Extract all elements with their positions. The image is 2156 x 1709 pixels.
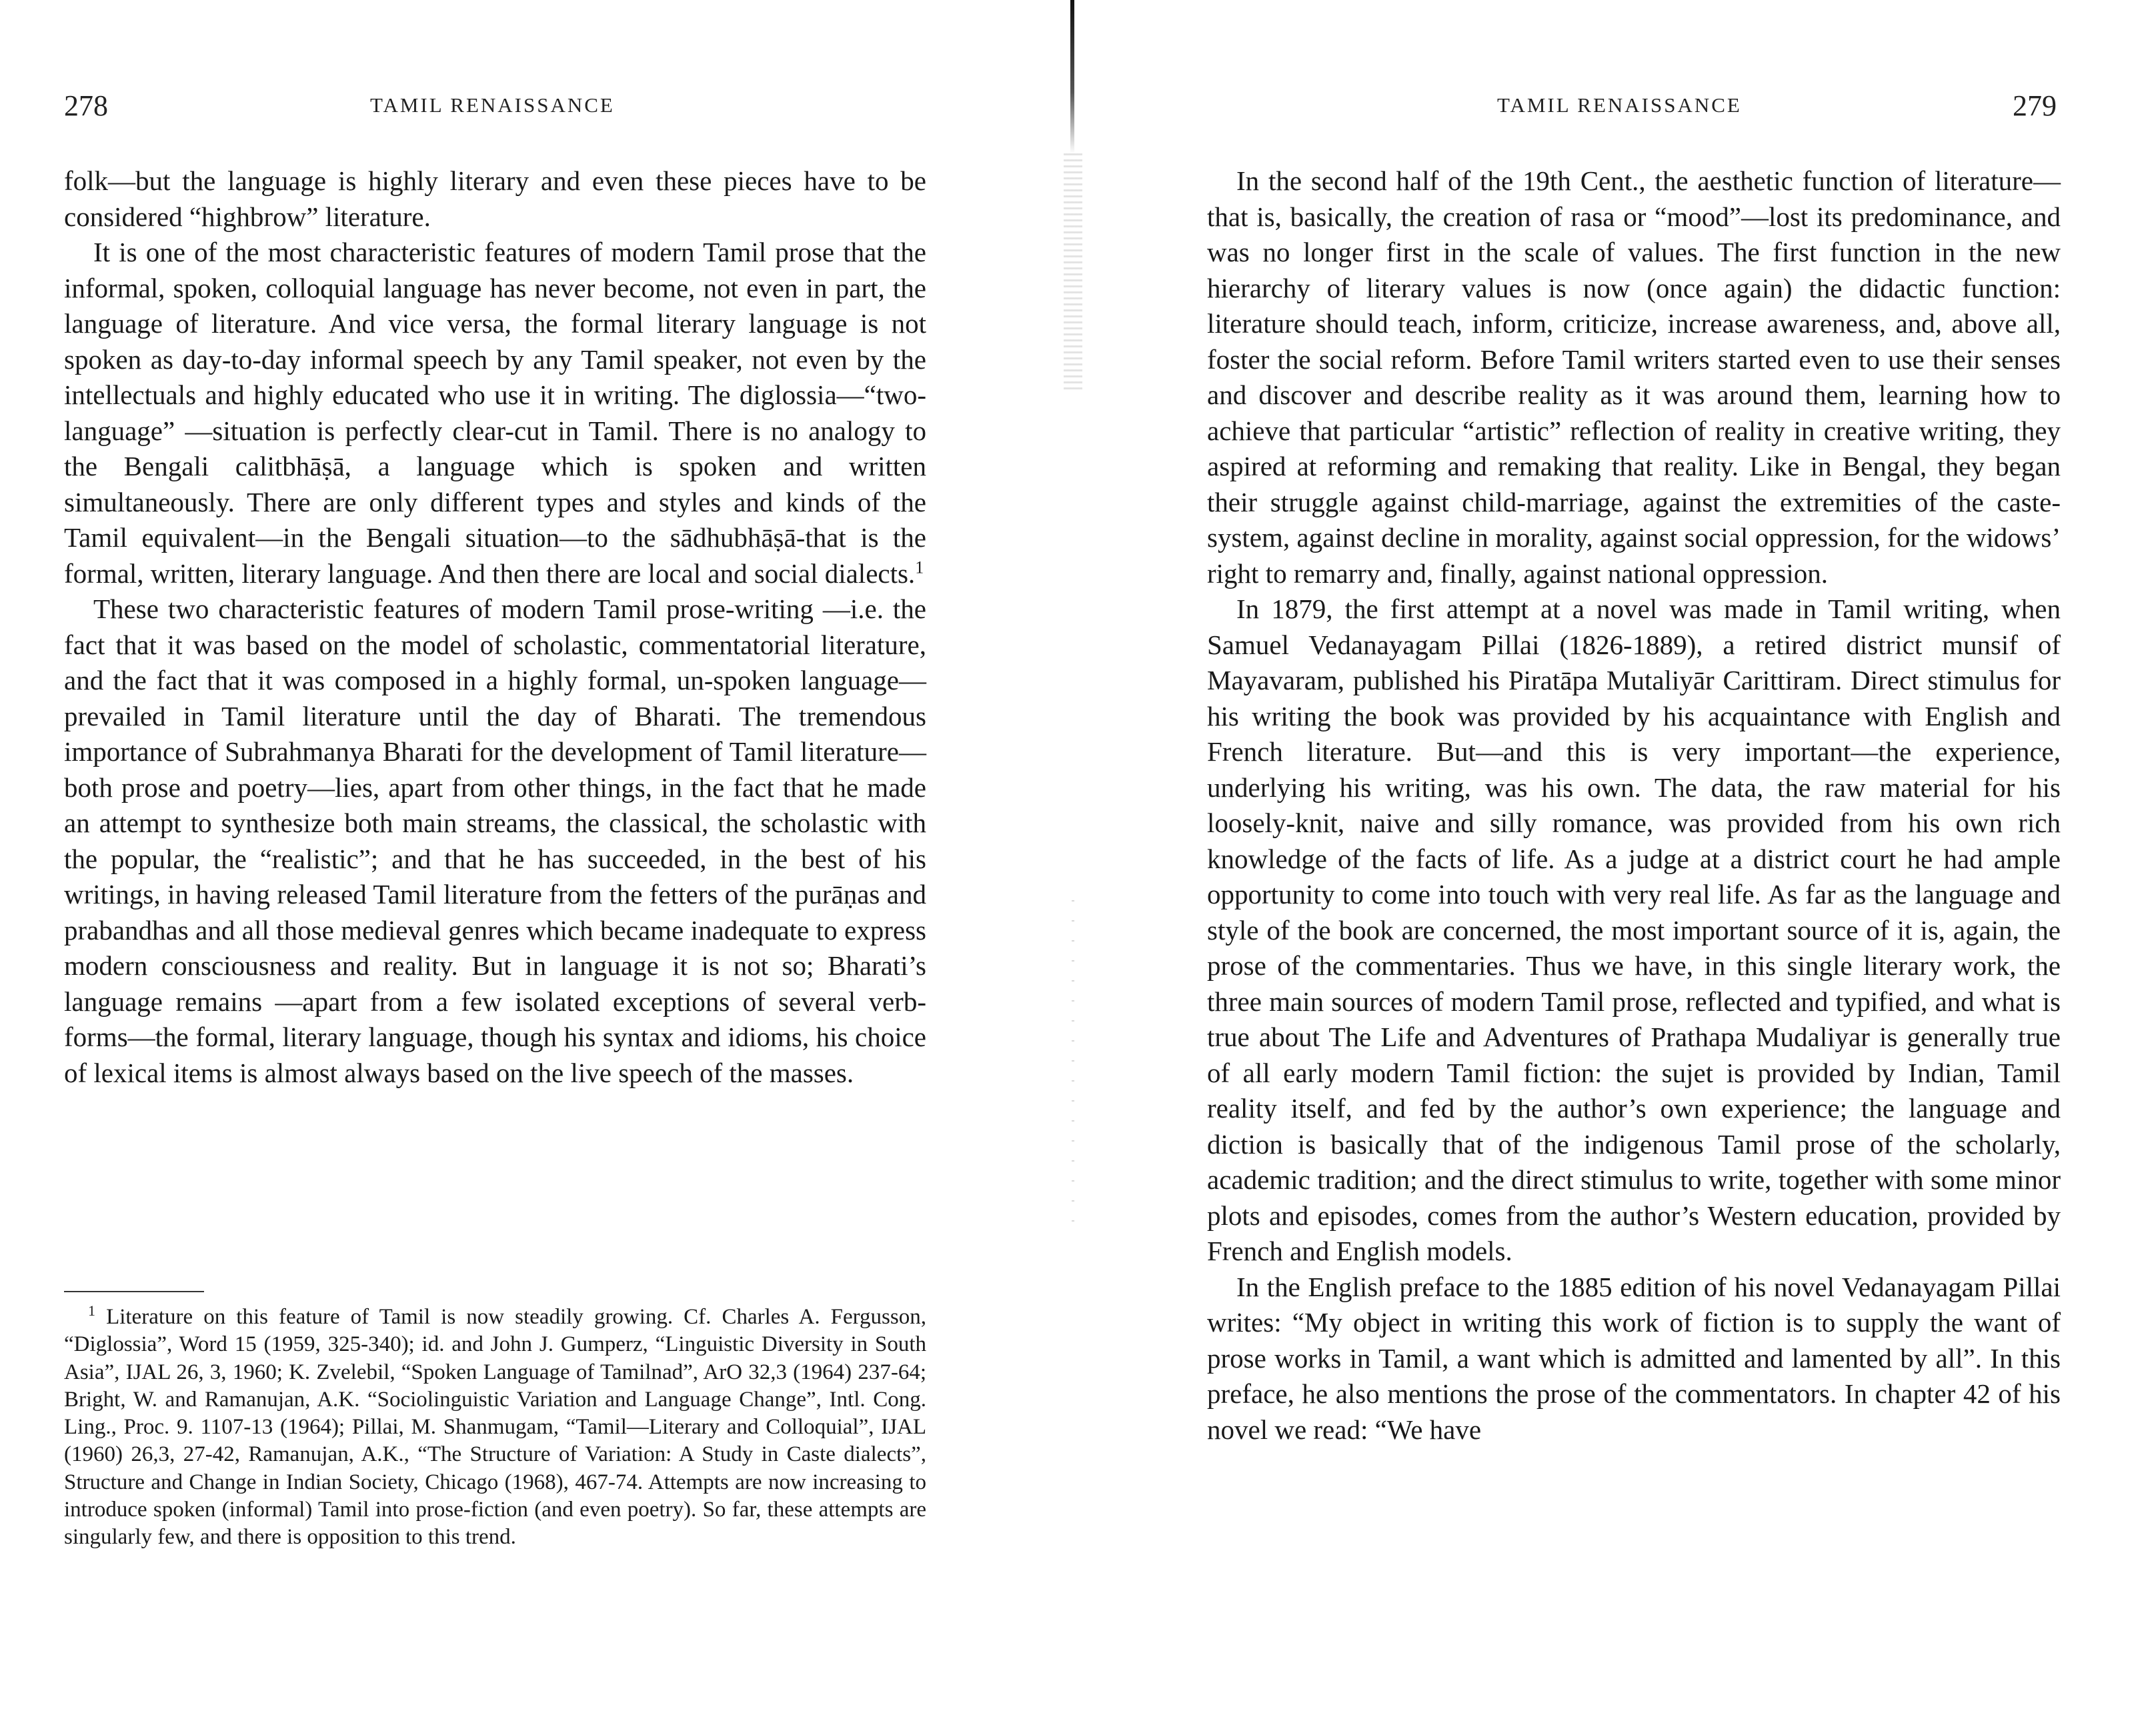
body-text-right (1207, 163, 2061, 1448)
paragraph-6: In the English preface to the 1885 edition of his novel Vedanayagam Pillai writes: “My object in writing this work of fiction is to supply the want of prose works in Tamil, a want which is admitted and lamented by all”. In this preface, he also mentions the prose of the commentators. In chapter 42 of his novel we read: “We have (1207, 1271, 2061, 1445)
paragraph-2-text: It is one of the most characteristic features of modern Tamil prose that the informal, spoken, colloquial language has never become, not even in part, the language of literature. And vice versa, the formal literary language is not spoken as day-to-day informal speech by any Tamil speaker, not even by the intellectuals and highly educated who use it in writing. The diglossia—“two-language” —situation is perfectly clear-cut in Tamil. There is no analogy to the Bengali calitbhāṣā, a language which is spoken and written simultaneously. There are only different types and styles and kinds of the Tamil equivalent—in the Bengali situation—to the sādhubhāṣā-that is the formal, written, literary language. And then there are local and social dialects. (64, 237, 926, 589)
paragraph-3: These two characteristic features of modern Tamil prose-writing —i.e. the fact that it was based on the model of scholastic, commentatorial literature, and the fact that it was composed in a highly formal, un-spoken language—prevailed in Tamil literature until the day of Bharati. The tremendous importance of Subrahmanya Bharati for the development of Tamil literature—both prose and poetry—lies, apart from other things, in the fact that he made an attempt to synthesize both main streams, the classical, the scholastic with the popular, the “realistic”; and that he has succeeded, in the best of his writings, in having released Tamil literature from the fetters of the purāṇas and prabandhas and all those medieval genres which became inadequate to express modern consciousness and reality. But in language it is not so; Bharati’s language remains —apart from a few isolated exceptions of several verb-forms—the formal, literary language, though his syntax and idioms, his choice of lexical items is almost always based on the live speech of the masses. (64, 593, 926, 1088)
footnote-text: Literature on this feature of Tamil is now steadily growing. Cf. Charles A. Fergusson, “Diglossia”, Word 15 (1959, 325-340); id. and John J. Gumperz, “Linguistic Diversity in South Asia”, IJAL 26, 3, 1960; K. Zvelebil, “Spoken Language of Tamilnad”, ArO 32,3 (1964) 237-64; Bright, W. and Ramanujan, A.K. “Sociolinguistic Variation and Language Change”, Intl. Cong. Ling., Proc. 9. 1107-13 (1964); Pillai, M. Shanmugam, “Tamil—Literary and Colloquial”, IJAL (1960) 26,3, 27-42, Ramanujan, A.K., “The Structure of Variation: A Study in Caste dialects”, Structure and Change in Indian Society, Chicago (1968), 467-74. Attempts are now increasing to introduce spoken (informal) Tamil into prose-fiction (and even poetry). So far, these attempts are singularly few, and there is opposition to this trend. (64, 1305, 926, 1550)
left-page (0, 0, 1040, 1709)
right-page (1107, 0, 2156, 1709)
page-number-right: 279 (2013, 89, 2057, 122)
running-head-right: TAMIL RENAISSANCE (1497, 93, 1742, 117)
footnote (64, 1304, 926, 1552)
paragraph-1: folk—but the language is highly literary and even these pieces have to be considered “highbrow” literature. (64, 165, 926, 232)
footnote-ref: 1 (915, 557, 924, 577)
gutter-speckle (1064, 153, 1082, 393)
book-gutter (1057, 0, 1097, 1709)
paragraph-2 (64, 235, 926, 591)
page-number-left: 278 (64, 89, 108, 122)
gutter-speckle-lower (1072, 900, 1074, 1234)
footnote-divider (64, 1291, 204, 1292)
paragraph-4: In the second half of the 19th Cent., the aesthetic function of literature—that is, basically, the creation of rasa or “mood”—lost its predominance, and was no longer first in the scale of values. The first function in the new hierarchy of literary values is now (once again) the didactic function: literature should teach, inform, criticize, increase awareness, and, above all, foster the social reform. Before Tamil writers started even to use their senses and discover and describe reality as it was around them, learning how to achieve that particular “artistic” reflection of reality in creative writing, they aspired at reforming and remaking that reality. Like in Bengal, they began their struggle against child-marriage, against the extremities of the caste-system, against decline in morality, against social oppression, for the widows’ right to remarry and, finally, against national oppression. (1207, 165, 2061, 589)
running-head-left: TAMIL RENAISSANCE (370, 93, 615, 117)
body-text-left (64, 163, 926, 1091)
footnote-marker: 1 (88, 1302, 95, 1319)
paragraph-5: In 1879, the first attempt at a novel was made in Tamil writing, when Samuel Vedanayagam Pillai (1826-1889), a retired district munsif of Mayavaram, published his Piratāpa Mutaliyār Carittiram. Direct stimulus for his writing the book was provided by his acquaintance with English and French literature. But—and this is very important—the experience, underlying his writing, was his own. The data, the raw material for his loosely-knit, naive and silly romance, was provided from his own rich knowledge of the facts of life. As a judge at a district court he had ample opportunity to come into touch with very real life. As far as the language and style of the book are concerned, the most important source of it is, again, the prose of the commentaries. Thus we have, in this single literary work, the three main sources of modern Tamil prose, reflected and typified, and what is true about The Life and Adventures of Prathapa Mudaliyar is generally true of all early modern Tamil fiction: the sujet is provided by Indian, Tamil reality itself, and fed by the author’s own experience; the language and diction is basically that of the indigenous Tamil prose of the scholarly, academic tradition; and the direct stimulus to write, together with some minor plots and episodes, comes from the author’s Western education, provided by French and English models. (1207, 593, 2061, 1266)
gutter-shadow (1070, 0, 1074, 153)
